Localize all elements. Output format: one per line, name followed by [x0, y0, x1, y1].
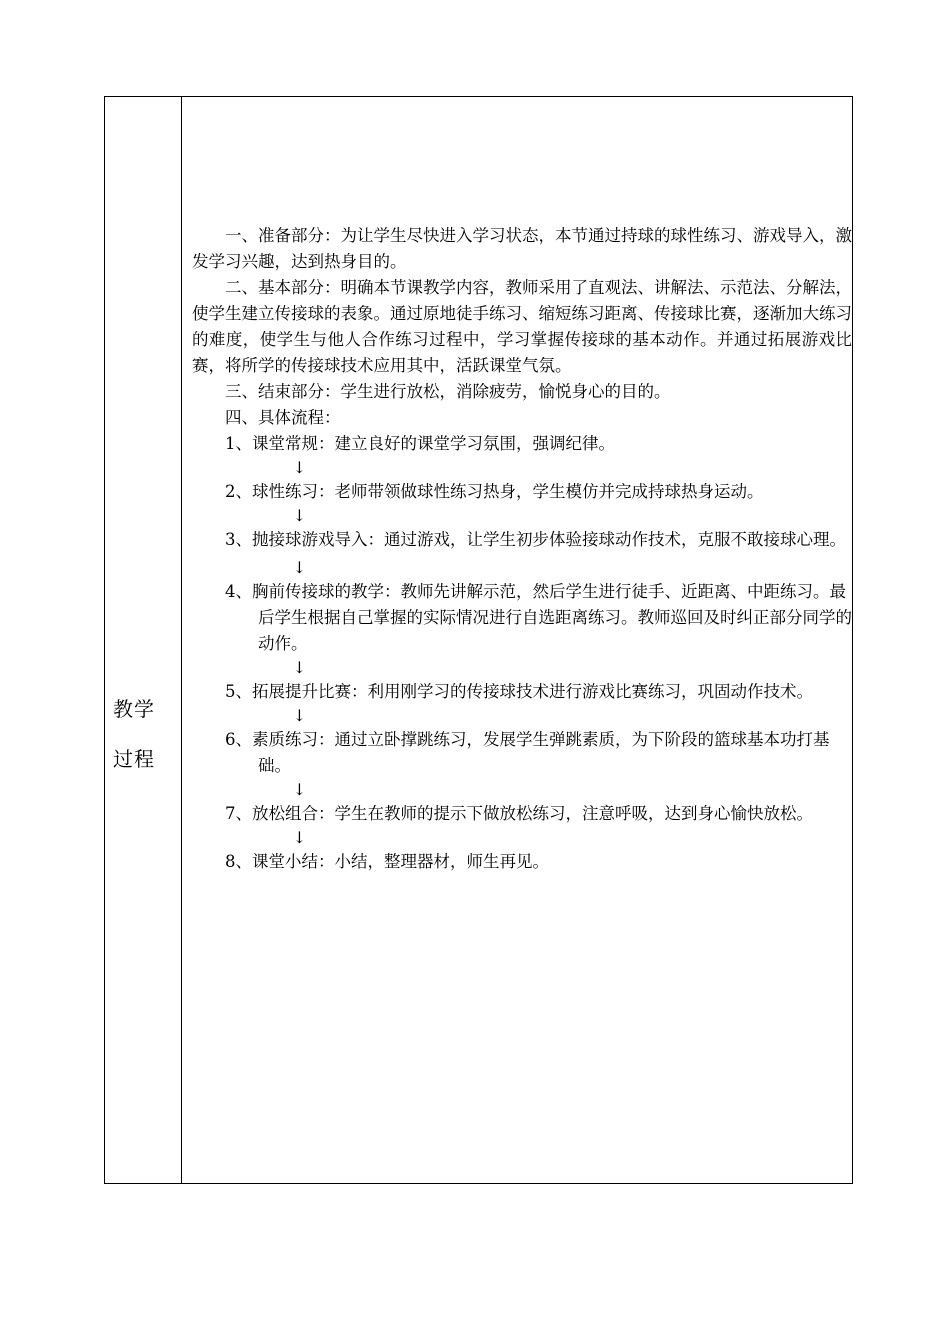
down-arrow-icon: ↓: [292, 828, 307, 847]
down-arrow-icon: ↓: [292, 780, 307, 799]
down-arrow-icon: ↓: [292, 658, 307, 677]
teaching-process-cell: [182, 97, 852, 1183]
lesson-table: [104, 96, 853, 1184]
down-arrow-icon: ↓: [292, 706, 307, 725]
section-basic: 二、基本部分：明确本节课教学内容，教师采用了直观法、讲解法、示范法、分解法，使学生建立传接球的表象。通过原地徒手练习、缩短练习距离、传接球比赛，逐渐加大练习的难度，使学生与他人合作练习过程中，学习掌握传接球的基本动作。并通过拓展游戏比赛，将所学的传接球技术应用其中，活跃课堂气氛。: [192, 278, 852, 375]
row-label-line1: 教学: [113, 697, 155, 721]
section-prep: 一、准备部分：为让学生尽快进入学习状态，本节通过持球的球性练习、游戏导入，激发学习兴趣，达到热身目的。: [192, 226, 852, 271]
flow-step-8: 8、课堂小结：小结，整理器材，师生再见。: [225, 852, 549, 871]
section-end: 三、结束部分：学生进行放松，消除疲劳，愉悦身心的目的。: [225, 382, 671, 401]
down-arrow-icon: ↓: [292, 558, 307, 577]
flow-step-7: 7、放松组合：学生在教师的提示下做放松练习，注意呼吸，达到身心愉快放松。: [225, 804, 813, 823]
flow-step-3: 3、抛接球游戏导入：通过游戏，让学生初步体验接球动作技术，克服不敢接球心理。: [225, 530, 846, 549]
section-flow-title: 四、具体流程：: [225, 408, 341, 427]
flow-step-1: 1、课堂常规：建立良好的课堂学习氛围，强调纪律。: [225, 434, 615, 453]
row-label-line2: 过程: [113, 747, 155, 771]
flow-step-2: 2、球性练习：老师带领做球性练习热身，学生模仿并完成持球热身运动。: [225, 482, 764, 501]
flow-step-4: 4、胸前传接球的教学：教师先讲解示范，然后学生进行徒手、近距离、中距练习。最后学生根据自己掌握的实际情况进行自选距离练习。教师巡回及时纠正部分同学的动作。: [225, 582, 852, 653]
row-label-cell: [105, 97, 182, 1183]
flow-step-6: 6、素质练习：通过立卧撑跳练习，发展学生弹跳素质，为下阶段的篮球基本功打基础。: [225, 730, 830, 775]
down-arrow-icon: ↓: [292, 458, 307, 477]
flow-step-5: 5、拓展提升比赛：利用刚学习的传接球技术进行游戏比赛练习，巩固动作技术。: [225, 682, 813, 701]
teaching-process-content: [192, 223, 852, 875]
down-arrow-icon: ↓: [292, 506, 307, 525]
